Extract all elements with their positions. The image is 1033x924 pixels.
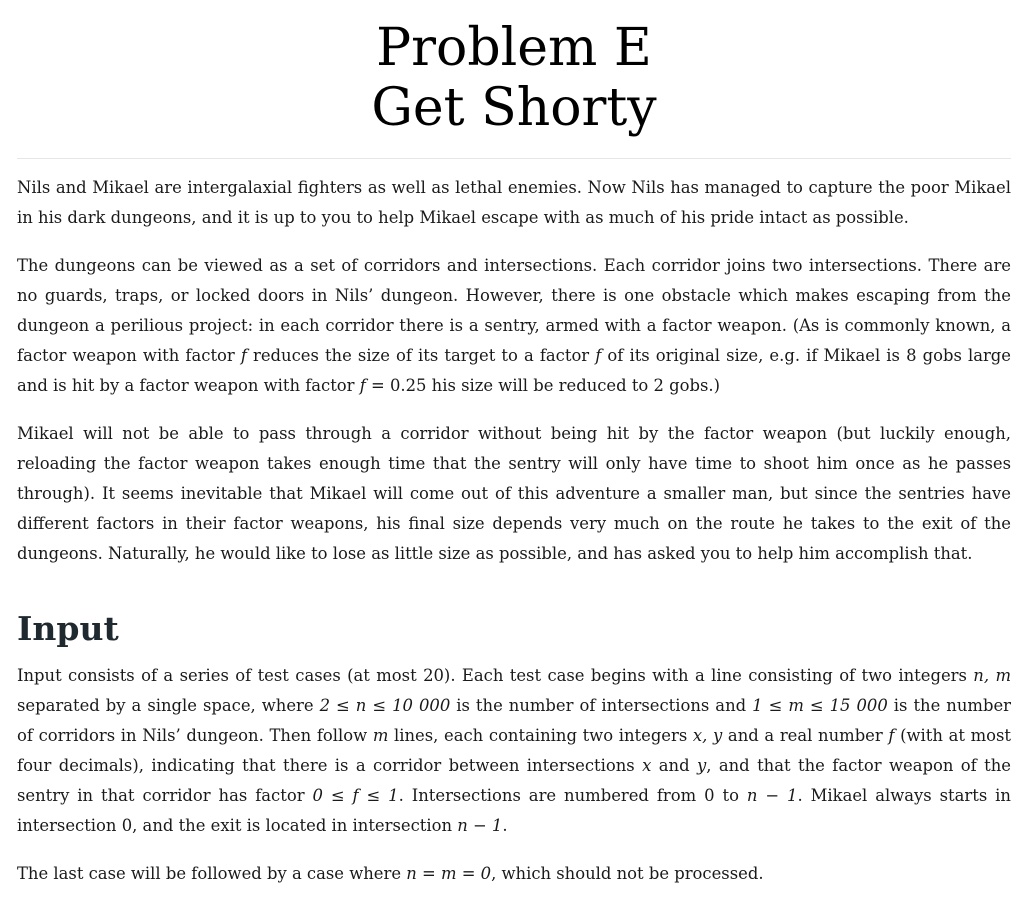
math-f: f bbox=[240, 346, 247, 365]
math-eq: = 0.25 bbox=[365, 376, 427, 395]
math-20: 20 bbox=[423, 666, 444, 685]
statement-paragraph-3: Mikael will not be able to pass through a corridor without being hit by the factor weapon (but luckily enough, reloading the factor weapon takes enough time that the sentry will only have time to shoot him once as he passes through). It seems inevitable that Mikael will come out of this adventure a smaller man, but since the sentries have different factors in their factor weapons, his final size depends very much on the route he takes to the exit of the dungeons. Naturally, he would like to lose as little size as possible, and has asked you to help him accomplish that. bbox=[17, 424, 1011, 563]
problem-name: Get Shorty bbox=[371, 78, 657, 138]
math-n-minus-1: n − 1 bbox=[746, 786, 798, 805]
math-xy: x, y bbox=[692, 726, 723, 745]
math-x: x bbox=[642, 756, 652, 775]
problem-letter: Problem E bbox=[376, 18, 652, 78]
math-n-minus-1: n − 1 bbox=[457, 816, 503, 835]
title-divider bbox=[17, 158, 1011, 159]
math-2: 2 bbox=[653, 376, 664, 395]
math-termination: n = m = 0 bbox=[406, 864, 492, 883]
math-m: m bbox=[372, 726, 389, 745]
problem-title bbox=[17, 18, 1011, 138]
math-0: 0 bbox=[121, 816, 133, 835]
math-nm: n, m bbox=[973, 666, 1011, 685]
input-paragraph-2: The last case will be followed by a case where n = m = 0, which should not be processed. bbox=[17, 864, 764, 883]
math-range-m: 1 ≤ m ≤ 15 000 bbox=[752, 696, 888, 715]
statement-paragraph-2: The dungeons can be viewed as a set of corridors and intersections. Each corridor joins two intersections. There are no guards, traps, or locked doors in Nils’ dungeon. However, there is one obstacle which makes escaping from the dungeon a perilious project: in each corridor there is a sentry, armed with a factor weapon. (As is commonly known, a factor weapon with factor f reduces the size of its target to a factor f of its original size, e.g. if Mikael is 8 gobs large and is hit by a factor weapon with factor f = 0.25 his size will be reduced to 2 gobs.) bbox=[17, 256, 1011, 395]
math-range-f: 0 ≤ f ≤ 1 bbox=[312, 786, 399, 805]
math-f: f bbox=[888, 726, 895, 745]
math-y: y bbox=[696, 756, 707, 775]
math-0: 0 bbox=[704, 786, 715, 805]
math-f: f bbox=[595, 346, 602, 365]
statement-paragraph-1: Nils and Mikael are intergalaxial fighters as well as lethal enemies. Now Nils has managed to capture the poor Mikael in his dark dungeons, and it is up to you to help Mikael escape with as much of his pride intact as possible. bbox=[17, 178, 1011, 227]
problem-page bbox=[17, 0, 1011, 889]
math-range-n: 2 ≤ n ≤ 10 000 bbox=[319, 696, 451, 715]
math-f: f bbox=[359, 376, 366, 395]
input-paragraph-1: Input consists of a series of test cases (at most 20). Each test case begins with a line consisting of two integers n, m separated by a single space, where 2 ≤ n ≤ 10 000 is the number of intersections and 1 ≤ m ≤ 15 000 is the number of corridors in Nils’ dungeon. Then follow m lines, each containing two integers x, y and a real number f (with at most four decimals), indicating that there is a corridor between intersections x and y, and that the factor weapon of the sentry in that corridor has factor 0 ≤ f ≤ 1. Intersections are numbered from 0 to n − 1. Mikael always starts in intersection 0, and the exit is located in intersection n − 1. bbox=[17, 666, 1011, 835]
input-heading: Input bbox=[17, 609, 119, 648]
math-8: 8 bbox=[906, 346, 917, 365]
